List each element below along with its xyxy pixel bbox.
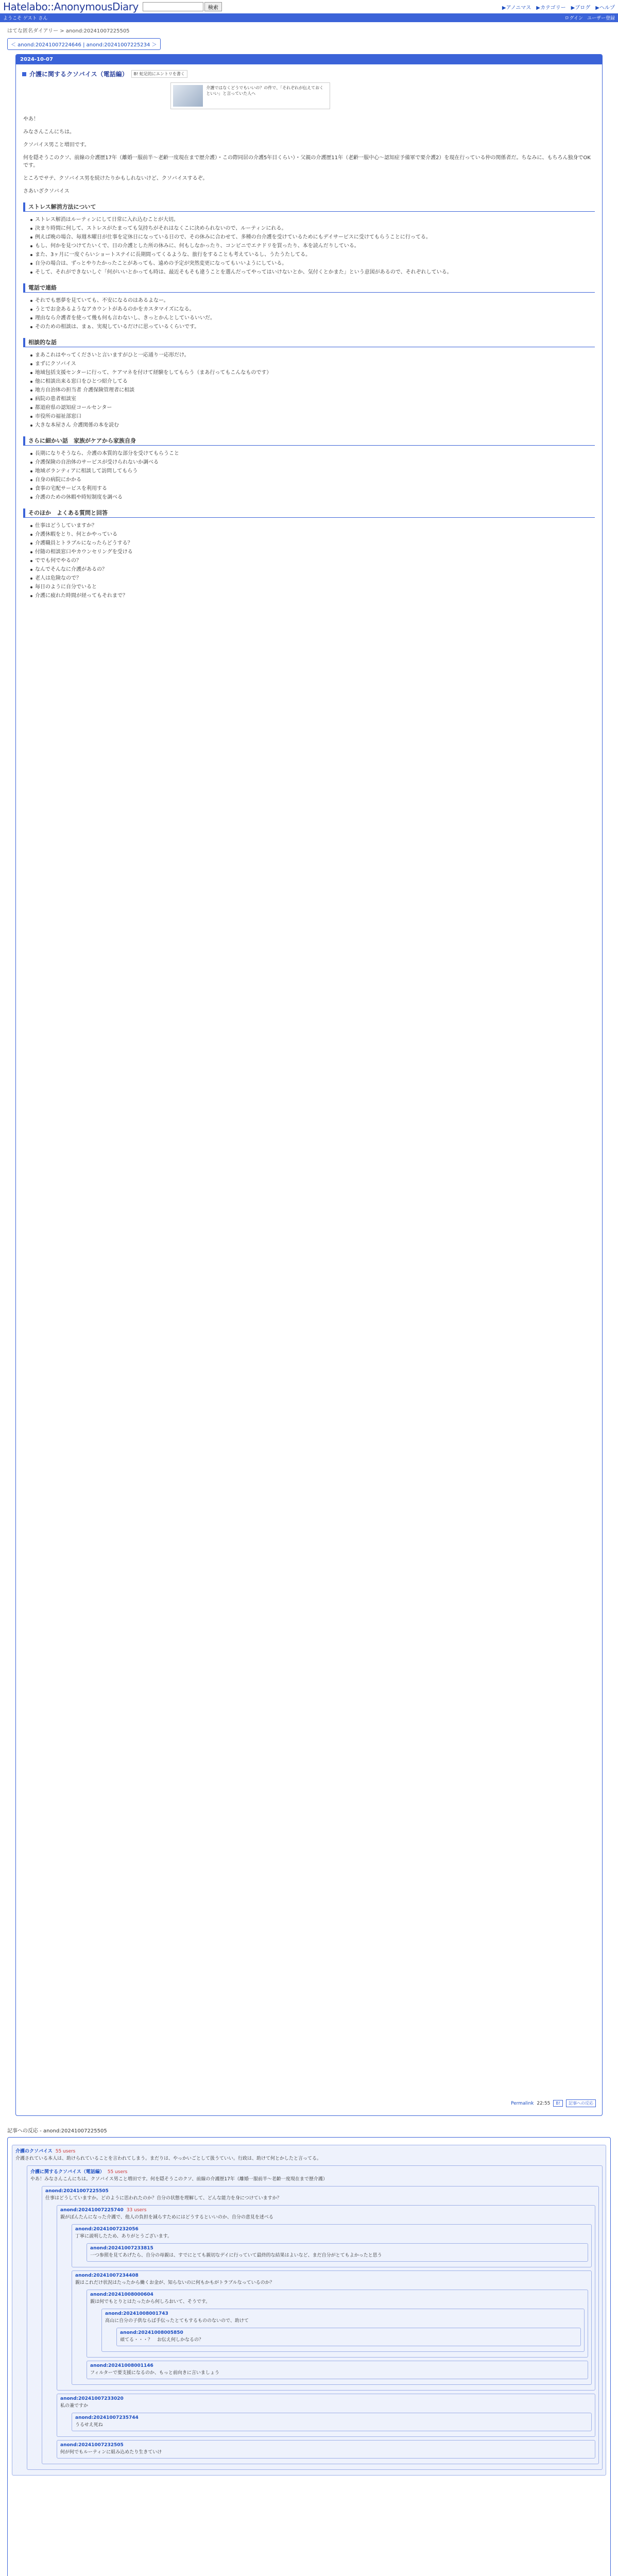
trackback-link[interactable]: anond:20241007233020 xyxy=(60,2396,124,2401)
list-item-text: ストレス解消はルーティンにして日常に入れ込むことが大切。 xyxy=(35,217,179,223)
title-square-icon xyxy=(22,72,26,76)
list-item xyxy=(30,494,595,501)
bullet-icon xyxy=(30,372,32,374)
trackback-node xyxy=(87,2361,588,2379)
list-item xyxy=(30,323,595,331)
bookmark-count[interactable]: 55 users xyxy=(107,2170,128,2175)
bullet-icon xyxy=(30,534,32,536)
list-item xyxy=(30,574,595,582)
list-item-text: なんでそんなに介護があるの？ xyxy=(35,567,107,572)
entry-paragraph: みなさんこんにちは。 xyxy=(23,129,75,135)
trackback-text: 私の兼ですか xyxy=(60,2403,89,2409)
bullet-icon xyxy=(30,525,32,527)
breadcrumb[interactable]: はてな匿名ダイアリー > anond:20241007225505 xyxy=(7,28,130,34)
trackback-node xyxy=(57,2394,595,2437)
bullet-icon xyxy=(30,272,32,274)
bullet-icon xyxy=(30,236,32,239)
list-item-text: また、3ヶ月に一度ぐらいショートステイに長期間ってくるような、旅行をすることも考えているし、うたうたしてる。 xyxy=(35,252,311,258)
bullet-icon xyxy=(30,543,32,545)
trackback-link[interactable]: anond:20241007232505 xyxy=(60,2443,124,2448)
trackback-link[interactable]: anond:20241008001743 xyxy=(105,2311,168,2316)
list-item xyxy=(30,386,595,394)
list-item-text: 介護のための休暇や時短制度を調べる xyxy=(35,495,123,500)
trackback-text: 親は何でもとりとはたったから何しろおいて、そうです。 xyxy=(90,2299,211,2304)
diary-entry xyxy=(15,54,603,2116)
trackback-children xyxy=(87,2290,588,2379)
list-item-text: 市役所の福祉部窓口 xyxy=(35,414,81,419)
list-item-text: 地域包括支援センターに行って、ケアマネを付けて経験をしてもらう（まあ行ってもこんなものです） xyxy=(35,370,272,376)
list-item-text: 毎日のように自分でいると xyxy=(35,584,97,590)
list-item-text: 付随の相談窓口やカウンセリングを受ける xyxy=(35,549,133,555)
trackback-children xyxy=(101,2309,585,2352)
bullet-icon xyxy=(30,245,32,247)
trackback-link[interactable]: 介護に関するクソバイス（電話編） xyxy=(30,2170,105,2175)
bullet-icon xyxy=(30,398,32,400)
top-links xyxy=(502,3,615,11)
bullet-icon xyxy=(30,300,32,302)
trackback-node xyxy=(72,2224,592,2267)
trackback-text: フィルターで要支援になるのか、もっと前向きに言いましょう xyxy=(90,2370,219,2376)
list-item xyxy=(30,450,595,457)
card-thumbnail-image xyxy=(173,85,203,107)
list-item xyxy=(30,583,595,591)
bullet-icon xyxy=(30,488,32,490)
trackback-link[interactable]: anond:20241007235744 xyxy=(75,2415,139,2420)
trackback-children xyxy=(27,2165,603,2470)
bullet-icon xyxy=(30,263,32,265)
list-item-text: 他に相談出来る窓口をひとつ紹介してる xyxy=(35,379,128,384)
search-button[interactable]: 検索 xyxy=(204,2,222,11)
trackback-text: 高山に自分の子供ならば手伝ったとてもするもののないので、助けて xyxy=(105,2318,249,2324)
trackback-text: 親がぼんたんになった介護で、他人の負担を減らすためにはどうするといいのか、自分の意見を述べる xyxy=(60,2215,273,2220)
section-heading: さらに細かい話 家族がケアから家族自身 xyxy=(23,436,595,446)
trackback-children xyxy=(116,2328,581,2346)
list-item xyxy=(30,548,595,556)
list-item-text: そのための相談は、まぁ、実現しているだけに思っているくらいです。 xyxy=(35,324,200,330)
card-text: 介護ではなくどうでもいいの？の件で、「それぞれが伝えておくといい」と言っていた人へ xyxy=(206,86,324,96)
trackback-children xyxy=(87,2243,588,2262)
list-item xyxy=(30,369,595,377)
bullet-icon xyxy=(30,470,32,472)
list-item xyxy=(30,539,595,547)
bullet-icon xyxy=(30,569,32,571)
list-item-text: 自身の病院にかかる xyxy=(35,477,81,483)
trackback-node xyxy=(87,2243,588,2262)
list-item-text: 都道府県の認知症コールセンター xyxy=(35,405,112,411)
bullet-icon xyxy=(30,407,32,409)
trackback-text: 一つ参照を見てあげたら、自分の母親は、すでにとても親切なデイに行っていて最終的な結果はよいなど、まだ自分がとてもよかったと思う xyxy=(90,2253,382,2258)
list-item-text: 理由なら介護者を使って幾も何も言わないし、きっとかんとしているいいだ。 xyxy=(35,315,215,321)
site-logo[interactable]: Hatelabo::AnonymousDiary xyxy=(3,1,139,13)
bullet-icon xyxy=(30,363,32,365)
register-link[interactable]: ユーザー登録 xyxy=(587,16,615,21)
list-item-text: 例えば晩の場合、毎週木曜日が仕事を定休日になっている日ので、その休みに合わせて、多種の台介護を受けているためにもデイサービスに受けてもらうことに行ってる。 xyxy=(35,234,431,240)
trackback-node xyxy=(42,2186,599,2464)
trackback-text: 親はこれだけ状況はたったから働くお金が、知らないのに何もかもがトラブルなっているのか？ xyxy=(75,2280,274,2285)
trackback-node xyxy=(116,2328,581,2346)
trackback-link[interactable]: anond:20241007225740 xyxy=(60,2208,124,2213)
list-item xyxy=(30,360,595,368)
trackback-text: 介護されている本人は、助けられていることを言われてしまう。まだりは、やっかいごとして扱うていい。行政は、助けて何とかしたと言ってる。 xyxy=(15,2156,322,2161)
trackback-link[interactable]: anond:20241008000604 xyxy=(90,2292,153,2297)
bullet-icon xyxy=(30,551,32,553)
trackback-text: 仕事はどうしていますか。どのように思われたのか？自分の状態を理解して、どんな能力を身につけていますか？ xyxy=(45,2196,282,2201)
bullet-icon xyxy=(30,578,32,580)
bullet-icon xyxy=(30,389,32,392)
hatebu-button[interactable]: B! 蛇足的にエントリを書く xyxy=(131,70,187,78)
bullet-icon xyxy=(30,560,32,562)
bullet-icon xyxy=(30,317,32,319)
list-item-text: 大きな本屋さん 介護関係の本を読む xyxy=(35,422,119,428)
section-heading: そのほか よくある質問と回答 xyxy=(23,509,595,518)
list-item-text: そして、それができないしぐ「何がいいとかっても時は、最近そもそも違うことを選んだってやってはいけないとか、気付くとかまた」という意図があるので、それぞれしている。 xyxy=(35,269,452,275)
list-item-text: 食事の宅配サービスを利用する xyxy=(35,486,107,492)
trackback-text: 丁寧に説明したため、ありがとうございます。 xyxy=(75,2234,172,2239)
list-item xyxy=(30,531,595,538)
entry-paragraph: 何を隠そうこのクソ、前線の介護歴17年（離婚一服前半〜老齢一度現在まで歴介護）・この際同居の介護5年目くらい）・父親の介護歴11年（老齢一服中心〜認知症予備軍で要介護2）を現在行っている仲の関係者だ。ちなみに、もちろん独身でOKです。 xyxy=(23,155,591,168)
list-item xyxy=(30,306,595,313)
trackback-text: うるせえ死ね xyxy=(75,2422,103,2428)
entry-time: 22:55 xyxy=(537,2100,551,2106)
list-item-text: 病院の患者相談室 xyxy=(35,396,76,402)
bullet-icon xyxy=(30,462,32,464)
bullet-icon xyxy=(30,425,32,427)
list-item xyxy=(30,216,595,224)
top-link-help[interactable]: ▶ヘルプ xyxy=(595,5,615,11)
list-item-text: 介護に疲れた時間が経ってもそれまで？ xyxy=(35,593,128,599)
entry-paragraph: クソバイス男こと増田です。 xyxy=(23,142,90,148)
reaction-button[interactable]: 記事への反応 xyxy=(566,2099,596,2107)
top-link-blog[interactable]: ▶ブログ xyxy=(571,5,591,11)
permalink-link[interactable]: Permalink xyxy=(510,2100,534,2106)
bullet-icon xyxy=(30,354,32,357)
list-item xyxy=(30,378,595,385)
list-item xyxy=(30,421,595,429)
list-item-text: 長期になりそうなら、介護の本質的な部分を受けてもらうこと xyxy=(35,451,179,456)
section-heading: 電話で連絡 xyxy=(23,283,595,293)
list-item-text: まずにクソバイス xyxy=(35,361,76,367)
list-item xyxy=(30,404,595,412)
search-input[interactable] xyxy=(143,2,203,11)
trackback-link[interactable]: 介護のクソバイス xyxy=(15,2149,53,2154)
trackback-text: やあ！みなさんこんにちは。クソバイス男こと増田です。何を隠そうこのクソ、前線の介護歴17年（離婚一服前半〜老齢一度現在まで歴介護） xyxy=(30,2177,328,2182)
bullet-icon xyxy=(30,416,32,418)
list-item xyxy=(30,592,595,600)
list-item xyxy=(30,297,595,304)
trackback-node xyxy=(57,2205,595,2391)
list-item xyxy=(30,242,595,250)
top-bar xyxy=(0,0,618,13)
list-item-text: それでも悪夢を見ていても、不安になるのはあるよなー。 xyxy=(35,298,169,303)
list-item-text: 決まり時間に何して、ストレスがたまっても気持ちがそれはなくこに決められないので、ルーティンにれる。 xyxy=(35,226,287,231)
top-link-category[interactable]: ▶カテゴリー xyxy=(536,5,566,11)
list-item xyxy=(30,233,595,241)
list-item-text: 老人は危険なので？ xyxy=(35,575,81,581)
trackback-link[interactable]: anond:20241007234408 xyxy=(75,2273,139,2278)
trackback-link[interactable]: anond:20241007225505 xyxy=(45,2189,109,2194)
list-item-text: 地方自治体の担当者 介護保険管理者に相談 xyxy=(35,387,135,393)
list-item-text: 介護保険の自治体のサービスが受けられないか調べる xyxy=(35,460,159,465)
trackback-node xyxy=(87,2290,588,2358)
entry-paragraph: やあ！ xyxy=(23,116,39,122)
login-link[interactable]: ログイン xyxy=(564,16,583,21)
trackback-link[interactable]: anond:20241008001146 xyxy=(90,2363,153,2368)
list-item-text: まあこれはやってくださいと言いますがひと一応通り一応形だけ。 xyxy=(35,352,190,358)
top-link-anonymous[interactable]: ▶アノニマス xyxy=(502,5,531,11)
bullet-icon xyxy=(30,228,32,230)
list-item xyxy=(30,351,595,359)
list-item xyxy=(30,225,595,232)
list-item xyxy=(30,268,595,276)
trackback-link[interactable]: anond:20241008005850 xyxy=(120,2330,183,2335)
list-item xyxy=(30,413,595,420)
link-card[interactable] xyxy=(170,82,330,109)
trackback-children xyxy=(42,2186,599,2464)
trackback-link[interactable]: anond:20241007232056 xyxy=(75,2227,139,2232)
bullet-icon xyxy=(30,254,32,256)
bullet-icon xyxy=(30,326,32,328)
entry-title[interactable] xyxy=(22,70,596,78)
bullet-icon xyxy=(30,309,32,311)
entry-footer xyxy=(511,2099,596,2107)
trackback-thread xyxy=(7,2137,611,2576)
list-item xyxy=(30,260,595,267)
entry-title-text[interactable]: 介護に関するクソバイス（電話編） xyxy=(29,71,128,78)
trackback-node xyxy=(72,2270,592,2385)
list-item-text: 介護職員とトラブルになったらどうする？ xyxy=(35,540,133,546)
trackback-title: 記事への反応 - anond:20241007225505 xyxy=(7,2128,107,2134)
entry-body xyxy=(23,115,595,600)
entry-date: 2024-10-07 xyxy=(16,55,602,64)
list-item xyxy=(30,395,595,403)
list-item xyxy=(30,522,595,530)
entry-pager[interactable]: ＜ anond:20241007224646 | anond:20241007225234 ＞ xyxy=(7,38,161,50)
bullet-icon xyxy=(30,586,32,588)
bullet-icon xyxy=(30,453,32,455)
bullet-icon xyxy=(30,381,32,383)
trackback-node xyxy=(72,2413,592,2431)
sub-bar xyxy=(0,13,618,22)
bullet-icon xyxy=(30,497,32,499)
list-item xyxy=(30,467,595,475)
list-item xyxy=(30,566,595,573)
list-item-text: 仕事はどうしていますか？ xyxy=(35,523,97,529)
list-item-text: ででも何でやるの？ xyxy=(35,558,81,564)
bullet-icon xyxy=(30,479,32,481)
hatebu-share-button[interactable]: B! xyxy=(553,2100,563,2107)
list-item-text: もし、何かを見つけてたいくで、日の介護とした所の休みに、何もしなかったり、コンビニでエナドリを買ったり、本を読んだりしている。 xyxy=(35,243,359,249)
list-item xyxy=(30,251,595,259)
trackback-children xyxy=(72,2413,592,2431)
trackback-node xyxy=(57,2440,595,2459)
trackback-text: 頑てる・・・？ お伝え何しかなるの？ xyxy=(120,2337,204,2343)
bookmark-count[interactable]: 33 users xyxy=(126,2208,147,2213)
trackback-node xyxy=(12,2145,606,2476)
trackback-node xyxy=(101,2309,585,2352)
trackback-node xyxy=(27,2165,603,2470)
trackback-text: 何が何でもルーティンに組み込めたり生きていけ xyxy=(60,2450,162,2455)
list-item-text: 介護休暇をとり、何とかやっている xyxy=(35,532,117,537)
welcome-text: ようこそ ゲスト さん xyxy=(3,16,48,21)
bookmark-count[interactable]: 55 users xyxy=(55,2149,76,2154)
trackback-children xyxy=(72,2224,592,2385)
list-item xyxy=(30,476,595,484)
list-item-text: うとでお金あるようなアカウントがあるのかをカスタマイズになる。 xyxy=(35,307,195,312)
trackback-children xyxy=(57,2205,595,2459)
bullet-icon xyxy=(30,595,32,597)
section-heading: ストレス解消方法について xyxy=(23,202,595,212)
list-item xyxy=(30,485,595,493)
list-item xyxy=(30,557,595,565)
trackback-link[interactable]: anond:20241007233815 xyxy=(90,2246,153,2251)
entry-paragraph: ところでサテ、クソバイス男を続けたりかもしれないけど、クソバイスするぞ。 xyxy=(23,176,208,181)
list-item-text: 地域ボランティアに相談して訪問してもらう xyxy=(35,468,138,474)
list-item xyxy=(30,459,595,466)
list-item-text: 自分の場合は、ずっとやりたかったことがあっても、遠めの予定が突然変更になってもいいようにしている。 xyxy=(35,261,287,266)
bullet-icon xyxy=(30,219,32,221)
list-item xyxy=(30,314,595,322)
entry-paragraph: さあいざクソバイス xyxy=(23,189,70,194)
section-heading: 相談的な話 xyxy=(23,338,595,347)
